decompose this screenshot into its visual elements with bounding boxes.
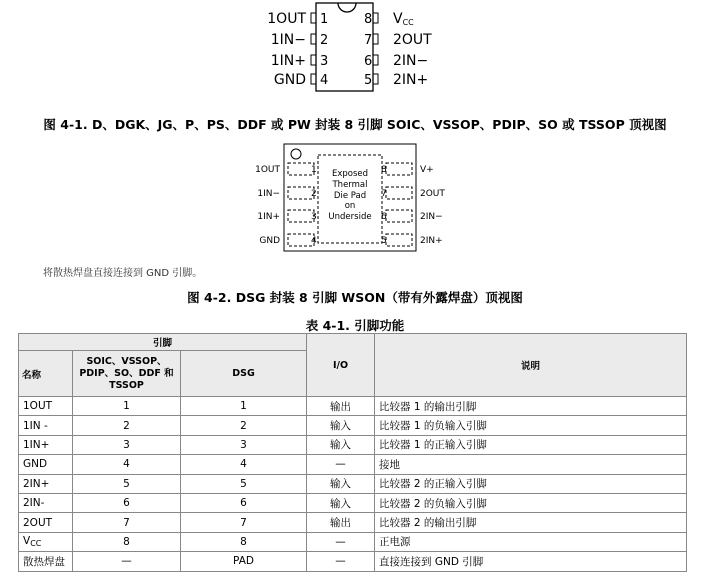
cell-soic: 8: [73, 532, 181, 551]
table-row: [19, 513, 687, 532]
wson-pin-number-2: 2: [311, 189, 317, 199]
wson-pin-number-6: 6: [381, 212, 387, 222]
pin-name-1out: 1OUT: [267, 11, 306, 27]
cell-io: —: [307, 455, 375, 474]
cell-name: 2IN+: [19, 474, 73, 493]
exposed-pad-label: Exposed Thermal Die Pad on Underside: [328, 169, 372, 223]
header-name: 名称: [19, 351, 73, 397]
wson-pin-name-2in-minus: 2IN−: [420, 212, 443, 222]
figure-4-2-caption: 图 4-2. DSG 封装 8 引脚 WSON（带有外露焊盘）顶视图: [187, 290, 523, 305]
table-row: [19, 552, 687, 571]
wson-pin-name-2out: 2OUT: [420, 189, 445, 199]
wson-pin-number-3: 3: [311, 212, 317, 222]
cell-dsg: 1: [181, 397, 307, 416]
table-row: [19, 532, 687, 551]
cell-description: 比较器 1 的输出引脚: [375, 397, 687, 416]
table-title: 表 4-1. 引脚功能: [305, 318, 405, 333]
wson-pin-number-7: 7: [381, 189, 387, 199]
cell-io: 输出: [307, 397, 375, 416]
pin-name-2out: 2OUT: [393, 32, 432, 48]
pin-number-8: 8: [364, 12, 373, 27]
cell-dsg: PAD: [181, 552, 307, 571]
cell-dsg: 7: [181, 513, 307, 532]
soic-package-outline: [300, 0, 400, 95]
wson-pin-name-1in-minus: 1IN−: [257, 189, 280, 199]
cell-description: 比较器 1 的正输入引脚: [375, 435, 687, 454]
pin-number-5: 5: [364, 73, 373, 88]
cell-name: 1IN+: [19, 435, 73, 454]
cell-description: 接地: [375, 455, 687, 474]
cell-description: 比较器 1 的负输入引脚: [375, 416, 687, 435]
header-description: 说明: [375, 334, 687, 397]
table-row: [19, 397, 687, 416]
pin-number-3: 3: [320, 54, 329, 69]
pin-name-1in-minus: 1IN−: [270, 32, 306, 48]
cell-name: 2OUT: [19, 513, 73, 532]
cell-io: 输入: [307, 493, 375, 512]
cell-io: —: [307, 552, 375, 571]
wson-pin-name-2in-plus: 2IN+: [420, 236, 443, 246]
cell-name: 1OUT: [19, 397, 73, 416]
table-row: [19, 493, 687, 512]
header-dsg: DSG: [181, 351, 307, 397]
cell-description: 比较器 2 的负输入引脚: [375, 493, 687, 512]
pin-name-2in-minus: 2IN−: [393, 53, 429, 69]
pin-number-1: 1: [320, 12, 329, 27]
cell-dsg: 2: [181, 416, 307, 435]
cell-soic: 6: [73, 493, 181, 512]
cell-name: 1IN -: [19, 416, 73, 435]
cell-dsg: 6: [181, 493, 307, 512]
cell-soic: 7: [73, 513, 181, 532]
cell-dsg: 5: [181, 474, 307, 493]
cell-soic: 5: [73, 474, 181, 493]
cell-name: GND: [19, 455, 73, 474]
cell-io: 输入: [307, 474, 375, 493]
pin-number-6: 6: [364, 54, 373, 69]
cell-description: 直接连接到 GND 引脚: [375, 552, 687, 571]
table-row: [19, 435, 687, 454]
cell-soic: 4: [73, 455, 181, 474]
pin-name-gnd: GND: [273, 72, 306, 88]
cell-description: 正电源: [375, 532, 687, 551]
wson-pin-number-8: 8: [381, 165, 387, 175]
figure-4-1-caption: 图 4-1. D、DGK、JG、P、PS、DDF 或 PW 封装 8 引脚 SOIC、VSSOP、PDIP、SO 或 TSSOP 顶视图: [43, 117, 667, 132]
cell-soic: 1: [73, 397, 181, 416]
cell-name: 2IN-: [19, 493, 73, 512]
pin-number-4: 4: [320, 73, 329, 88]
pin-name-2in-plus: 2IN+: [393, 72, 429, 88]
pin-number-2: 2: [320, 33, 329, 48]
cell-name: $V_{CC}$: [19, 532, 73, 551]
wson-pin-name-gnd: GND: [259, 236, 280, 246]
table-row: [19, 416, 687, 435]
cell-dsg: 8: [181, 532, 307, 551]
wson-pin-name-1in-plus: 1IN+: [257, 212, 280, 222]
cell-io: 输入: [307, 435, 375, 454]
pin-name-1in-plus: 1IN+: [270, 53, 306, 69]
wson-pin-name-1out: 1OUT: [255, 165, 280, 175]
wson-pin-name-vplus: V+: [420, 165, 434, 175]
cell-dsg: 3: [181, 435, 307, 454]
cell-io: —: [307, 532, 375, 551]
header-pin: 引脚: [19, 334, 307, 351]
cell-dsg: 4: [181, 455, 307, 474]
thermal-pad-note: 将散热焊盘直接连接到 GND 引脚。: [43, 268, 203, 279]
cell-description: 比较器 2 的正输入引脚: [375, 474, 687, 493]
wson-pin-number-4: 4: [311, 236, 317, 246]
header-soic: SOIC、VSSOP、PDIP、SO、DDF 和 TSSOP: [73, 351, 181, 397]
wson-pin-number-5: 5: [381, 236, 387, 246]
cell-io: 输入: [307, 416, 375, 435]
table-row: [19, 455, 687, 474]
pin-functions-table: [18, 333, 687, 572]
header-io: I/O: [307, 334, 375, 397]
cell-soic: —: [73, 552, 181, 571]
cell-name: 散热焊盘: [19, 552, 73, 571]
cell-io: 输出: [307, 513, 375, 532]
pin-name-vcc: $V_{CC}$: [393, 11, 414, 27]
cell-description: 比较器 2 的输出引脚: [375, 513, 687, 532]
pin-number-7: 7: [364, 33, 373, 48]
table-row: [19, 474, 687, 493]
cell-soic: 2: [73, 416, 181, 435]
cell-soic: 3: [73, 435, 181, 454]
wson-pin-number-1: 1: [311, 165, 317, 175]
